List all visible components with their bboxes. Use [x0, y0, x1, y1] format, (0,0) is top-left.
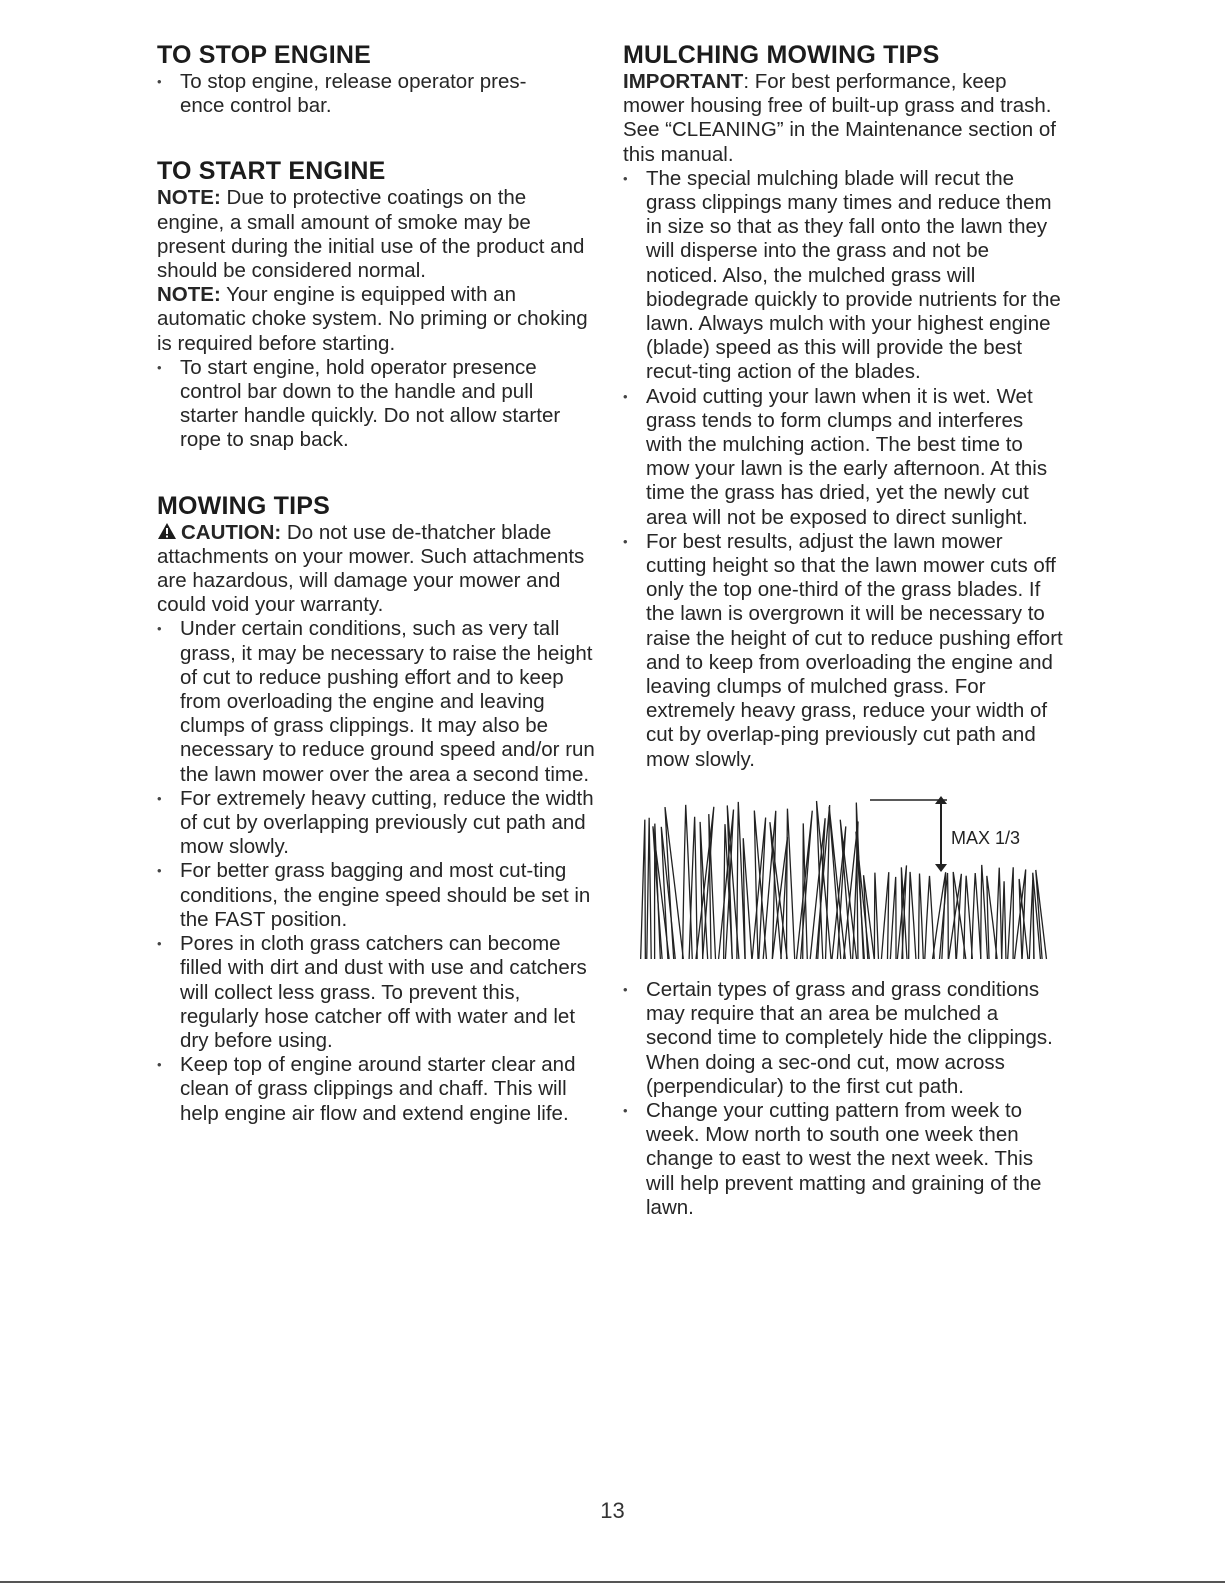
grass-blade: [909, 872, 916, 959]
mulching-list-top: [623, 167, 1063, 772]
start-engine-list: [157, 356, 597, 453]
bottom-rule: [0, 1581, 1225, 1583]
list-item: • Change your cutting pattern from week to week. Mow north to south one week then change to east to west the next week. This will help prevent matting and graining of the lawn.: [623, 1099, 1063, 1220]
start-engine-heading: TO START ENGINE: [157, 157, 386, 186]
grass-illustration: [635, 794, 1055, 964]
list-item: • To stop engine, release operator pres- ence control bar.: [157, 70, 597, 118]
note-label: NOTE:: [157, 186, 221, 210]
note-label: NOTE:: [157, 283, 221, 307]
caution-label: CAUTION:: [181, 520, 282, 544]
list-item: • Certain types of grass and grass conditions may require that an area be mulched a second time to completely hide the clippings. When doing a sec-ond cut, mow across (perpendicular) to the first cut path.: [623, 978, 1063, 1099]
arrow-down-icon: [935, 864, 947, 872]
mulching-section: [623, 40, 1063, 1220]
mowing-tips-heading: MOWING TIPS: [157, 491, 331, 520]
note-text: Your engine is equipped with an automatic choke system. No priming or choking is required before starting.: [157, 283, 588, 355]
grass-blade: [864, 875, 875, 959]
list-item: • Pores in cloth grass catchers can become filled with dirt and dust with use and catchers will collect less grass. To prevent this, regularly hose catcher off with water and let dry before using.: [157, 932, 597, 1053]
list-item: • Avoid cutting your lawn when it is wet. Wet grass tends to form clumps and interferes with the mulching action. The best time to mow your lawn is the early afternoon. At this time the grass has dried, yet the newly cut area will not be exposed to direct sunlight.: [623, 385, 1063, 530]
grass-blade: [996, 867, 1002, 958]
list-item: • The special mulching blade will recut the grass clippings many times and reduce them in size so that as they fall onto the lawn they will disperse into the grass and not be noticed. Also, the mulched grass will biodegrade quickly to provide nutrients for the lawn. Always mulch with your highest engine (blade) speed as this will provide the best recut-ting action of the blades.: [623, 167, 1063, 385]
stop-engine-heading: TO STOP ENGINE: [157, 41, 371, 69]
grass-blade: [752, 817, 766, 958]
caution-paragraph: [157, 521, 597, 618]
grass-blade: [683, 805, 693, 959]
grass-blade: [647, 818, 651, 959]
grass-blade: [787, 808, 795, 958]
stop-engine-section: [157, 40, 597, 118]
list-item: • For best results, adjust the lawn mower cutting height so that the lawn mower cuts off only the top one-third of the grass blades. If the lawn is overgrown it will be necessary to raise the height of cut to reduce pushing effort and to keep from overloading the engine and leaving clumps of mulched grass. For extremely heavy grass, reduce your width of cut by overlap-ping previously cut path and mow slowly.: [623, 530, 1063, 772]
page-number: 13: [600, 1498, 625, 1523]
max-label: MAX 1/3: [951, 827, 1021, 848]
grass-blade: [641, 820, 646, 959]
important-text: : For best performance, keep mower housing free of built-up grass and trash. See “CLEANING” in the Maintenance section of this manual.: [623, 70, 1056, 166]
important-paragraph: [623, 70, 1063, 167]
grass-blade: [881, 872, 888, 959]
list-item: • Keep top of engine around starter clear and clean of grass clippings and chaff. This will help engine air flow and extend engine life.: [157, 1053, 597, 1126]
grass-blade: [803, 823, 808, 959]
right-column: [623, 40, 1063, 1220]
grass-blade: [972, 873, 981, 959]
grass-blade: [890, 877, 896, 959]
grass-blade: [919, 873, 924, 958]
list-item: • For better grass bagging and most cut-ting conditions, the engine speed should be set in the FAST position.: [157, 859, 597, 932]
note-paragraph: [157, 186, 597, 283]
grass-blade: [874, 872, 878, 958]
grass-blade: [743, 838, 752, 959]
grass-height-figure: [635, 794, 1055, 964]
grass-blade: [689, 817, 697, 959]
grass-blade: [964, 876, 973, 959]
list-item: • Under certain conditions, such as very tall grass, it may be necessary to raise the height of cut to reduce pushing effort and to keep from overloading the engine and leaving clumps of grass clippings. It may also be necessary to reduce ground speed and/or run the lawn mower over the area a second time.: [157, 617, 597, 786]
grass-blade: [661, 827, 675, 959]
note-paragraph: [157, 283, 597, 356]
grass-blade: [1019, 879, 1028, 959]
mowing-tips-section: [157, 491, 597, 1126]
list-item: • To start engine, hold operator presence control bar down to the handle and pull starter handle quickly. Do not allow starter rope to snap back.: [157, 356, 597, 453]
stop-engine-list: [157, 70, 597, 118]
grass-blade: [797, 811, 813, 959]
list-item: • For extremely heavy cutting, reduce the width of cut by overlapping previously cut path and mow slowly.: [157, 787, 597, 860]
mulching-heading: MULCHING MOWING TIPS: [623, 41, 940, 69]
start-engine-section: [157, 156, 597, 452]
left-column: [157, 40, 597, 1126]
grass-blade: [1036, 870, 1047, 959]
grass-blade: [925, 876, 934, 959]
important-label: IMPORTANT: [623, 70, 744, 93]
mulching-list-bottom: [623, 978, 1063, 1220]
mowing-tips-list: [157, 617, 597, 1125]
grass-blade: [1002, 881, 1006, 959]
caution-text: Do not use de-thatcher blade attachments on your mower. Such attachments are hazardous, will damage your mower and could void your warranty.: [157, 520, 585, 617]
warning-triangle-icon: [157, 522, 177, 540]
grass-blade: [1008, 867, 1014, 959]
note-text: Due to protective coatings on the engine, a small amount of smoke may be present during the initial use of the product and should be considered normal.: [157, 186, 585, 283]
